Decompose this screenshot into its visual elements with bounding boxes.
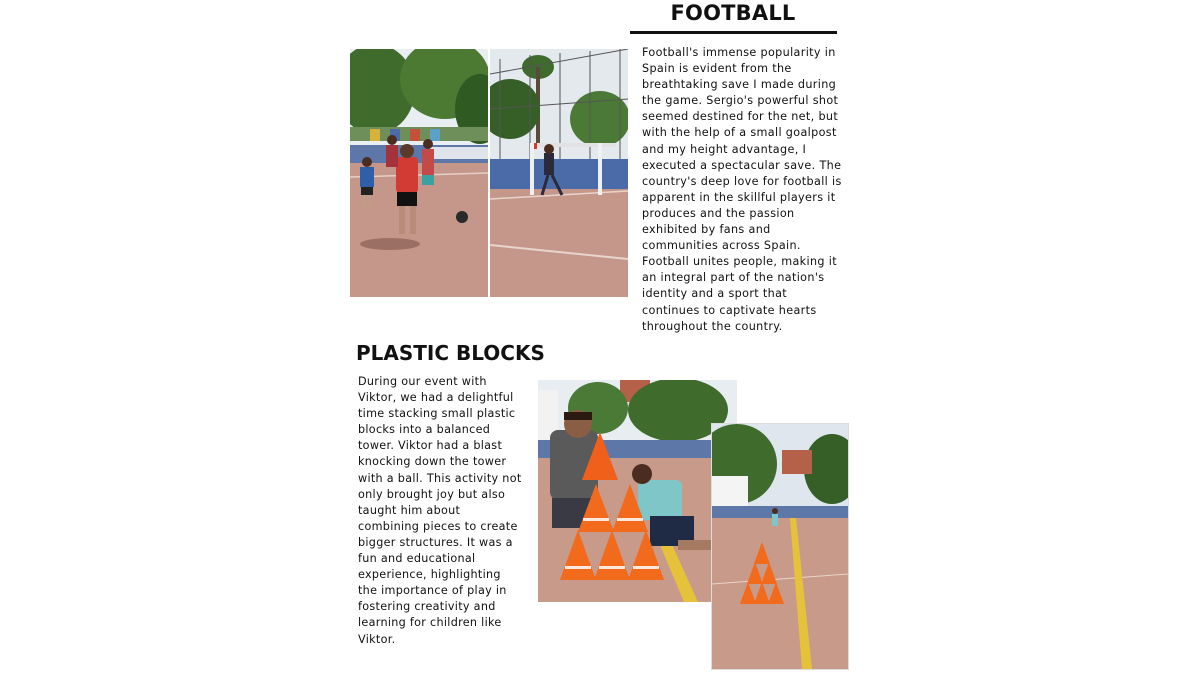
- photo-kids-playing-football: [350, 49, 488, 297]
- football-paragraph: Football's immense popularity in Spain is evident from the breathtaking save I made during the game. Sergio's powerful shot seemed destined for the net, but with the help of a small goalpost and my height advantage, I executed a spectacular save. The country's deep love for football is apparent in the skillful players it produces and the passion exhibited by fans and communities across Spain. Football unites people, making it an integral part of the nation's identity and a sport that continues to captivate hearts throughout the country.: [642, 46, 842, 333]
- plastic-blocks-paragraph: During our event with Viktor, we had a delightful time stacking small plastic blocks into a balanced tower. Viktor had a blast knocking down the tower with a ball. This activity not only brought joy but also taught him about combining pieces to create bigger structures. It was a fun and educational experience, highlighting the importance of play in fostering creativity and learning for children like Viktor.: [358, 375, 522, 646]
- football-heading-underline: [630, 31, 837, 34]
- photo-cone-pyramid: [712, 424, 848, 669]
- plastic-blocks-heading: PLASTIC BLOCKS: [356, 341, 545, 365]
- photo-stacking-cones: [538, 380, 737, 602]
- football-heading: FOOTBALL: [670, 1, 796, 25]
- photo-goalkeeper-save: [490, 49, 628, 297]
